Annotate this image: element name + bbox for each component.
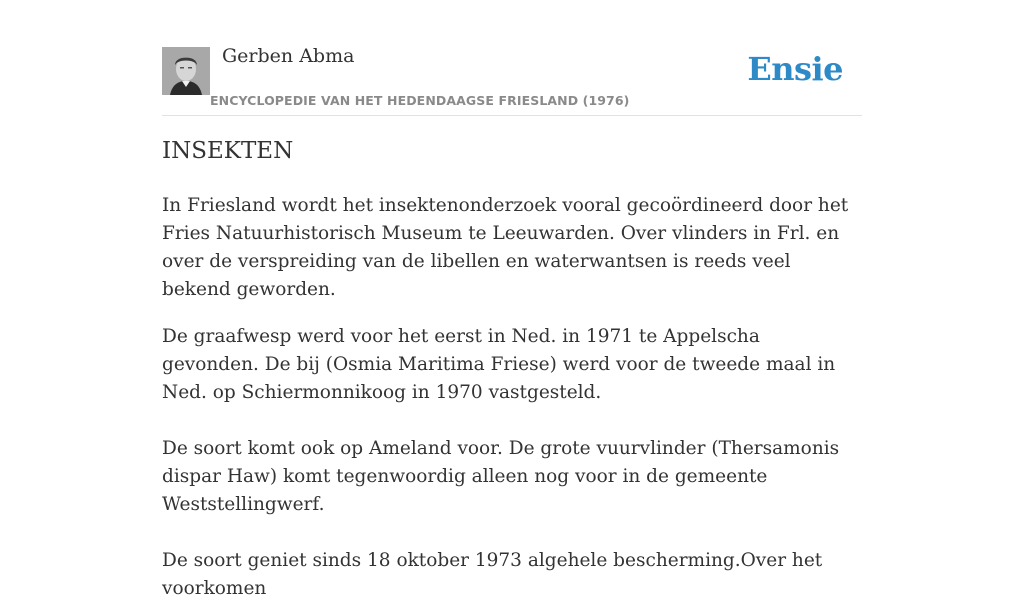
article-title: INSEKTEN — [162, 138, 294, 164]
article-paragraph: De graafwesp werd voor het eerst in Ned. in 1971 te Appelscha gevonden. De bij (Osmia Maritima Friese) werd voor de tweede maal in Ned. op Schiermonnikoog in 1970 vastgesteld. — [162, 326, 836, 403]
article-paragraph: De soort komt ook op Ameland voor. De grote vuurvlinder (Thersamonis dispar Haw) komt tegenwoordig alleen nog voor in de gemeente Weststellingwerf. — [162, 438, 840, 515]
ensie-logo[interactable]: Ensie — [747, 50, 843, 88]
article-page — [162, 0, 862, 599]
author-name[interactable]: Gerben Abma — [222, 45, 355, 67]
article-paragraph: De soort geniet sinds 18 oktober 1973 algehele bescherming.Over het voorkomen — [162, 550, 823, 599]
article-paragraph: In Friesland wordt het insektenonderzoek vooral gecoördineerd door het Fries Natuurhistorisch Museum te Leeuwarden. Over vlinders in Frl. en over de verspreiding van de libellen en waterwantsen is reeds veel bekend geworden. — [162, 195, 849, 300]
author-avatar[interactable] — [162, 47, 210, 95]
author-portrait-icon — [162, 47, 210, 95]
article-header — [162, 0, 862, 116]
source-title[interactable]: ENCYCLOPEDIE VAN HET HEDENDAAGSE FRIESLAND (1976) — [210, 93, 630, 108]
article-body — [162, 192, 862, 603]
